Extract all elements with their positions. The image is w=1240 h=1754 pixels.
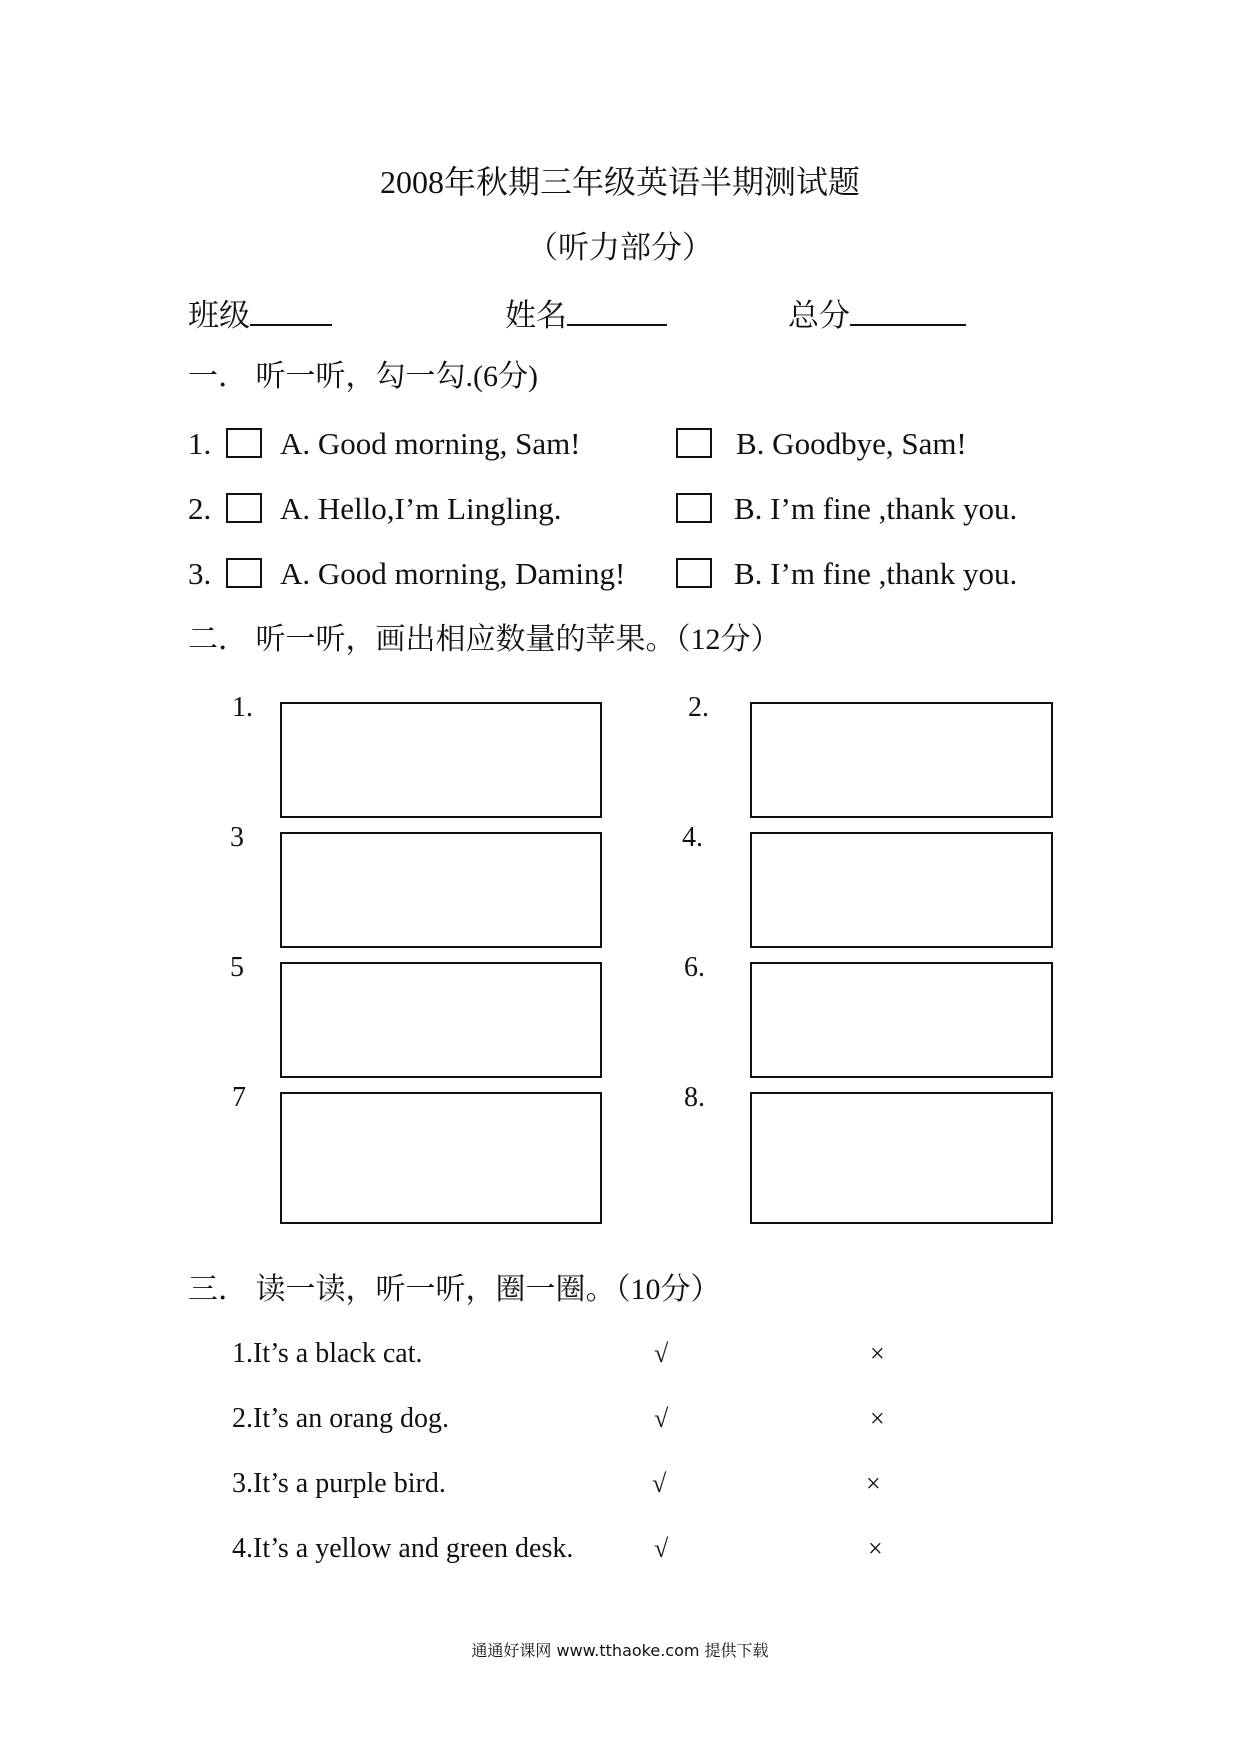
class-label: 班级	[188, 298, 250, 333]
draw-box-label: 4.	[682, 822, 703, 853]
section1-item3-b: B. I’m fine ,thank you.	[734, 556, 1018, 591]
check-mark-option[interactable]: √	[654, 1534, 669, 1563]
section1-item2-b: B. I’m fine ,thank you.	[734, 491, 1018, 526]
page-title: 2008年秋期三年级英语半期测试题	[379, 164, 860, 200]
draw-box-2[interactable]	[750, 702, 1053, 818]
draw-box-label: 1.	[232, 692, 253, 723]
section1-item1-b: B. Goodbye, Sam!	[736, 426, 967, 461]
score-field	[788, 296, 966, 336]
draw-box-label: 6.	[684, 952, 705, 983]
score-label: 总分	[788, 298, 850, 333]
section1-item2-b-checkbox[interactable]	[676, 493, 712, 523]
section3-item: 1.It’s a black cat.	[232, 1338, 423, 1369]
draw-box-label: 5	[230, 952, 244, 983]
section1-item3-a-checkbox[interactable]	[226, 558, 262, 588]
score-blank[interactable]	[850, 296, 966, 326]
draw-box-7[interactable]	[280, 1092, 602, 1224]
draw-box-label: 7	[232, 1082, 246, 1113]
name-blank[interactable]	[567, 296, 667, 326]
cross-mark-option[interactable]: ×	[868, 1534, 883, 1563]
section3-heading: 三． 读一读，听一听，圈一圈。（10分）	[188, 1273, 721, 1306]
section3-item: 2.It’s an orang dog.	[232, 1403, 449, 1434]
draw-box-1[interactable]	[280, 702, 602, 818]
cross-mark-option[interactable]: ×	[870, 1404, 885, 1433]
draw-box-8[interactable]	[750, 1092, 1053, 1224]
section1-item1-b-checkbox[interactable]	[676, 428, 712, 458]
section1-item-number: 2.	[188, 491, 212, 526]
draw-box-label: 3	[230, 822, 244, 853]
section1-item-number: 1.	[188, 426, 212, 461]
name-label: 姓名	[505, 298, 567, 333]
draw-box-label: 8.	[684, 1082, 705, 1113]
draw-box-6[interactable]	[750, 962, 1053, 1078]
check-mark-option[interactable]: √	[652, 1469, 667, 1498]
section1-item3-b-checkbox[interactable]	[676, 558, 712, 588]
cross-mark-option[interactable]: ×	[866, 1469, 881, 1498]
check-mark-option[interactable]: √	[654, 1339, 669, 1368]
cross-mark-option[interactable]: ×	[870, 1339, 885, 1368]
section1-item2-a-checkbox[interactable]	[226, 493, 262, 523]
footer-credit: 通通好课网 www.tthaoke.com 提供下载	[471, 1641, 769, 1660]
section1-item2-a: A. Hello,I’m Lingling.	[280, 491, 562, 526]
class-field	[188, 296, 332, 336]
name-field	[505, 296, 667, 336]
section1-heading: 一． 听一听，勾一勾.(6分)	[188, 360, 538, 393]
page-subtitle: （听力部分）	[527, 230, 713, 265]
draw-box-3[interactable]	[280, 832, 602, 948]
draw-box-label: 2.	[688, 692, 709, 723]
draw-box-5[interactable]	[280, 962, 602, 1078]
section3-item: 3.It’s a purple bird.	[232, 1468, 446, 1499]
section1-item3-a: A. Good morning, Daming!	[280, 556, 626, 591]
section2-heading: 二． 听一听，画出相应数量的苹果。（12分）	[188, 623, 781, 656]
class-blank[interactable]	[250, 296, 332, 326]
section1-item1-a-checkbox[interactable]	[226, 428, 262, 458]
draw-box-4[interactable]	[750, 832, 1053, 948]
section1-item1-a: A. Good morning, Sam!	[280, 426, 581, 461]
check-mark-option[interactable]: √	[654, 1404, 669, 1433]
section3-item: 4.It’s a yellow and green desk.	[232, 1533, 574, 1564]
section1-item-number: 3.	[188, 556, 212, 591]
